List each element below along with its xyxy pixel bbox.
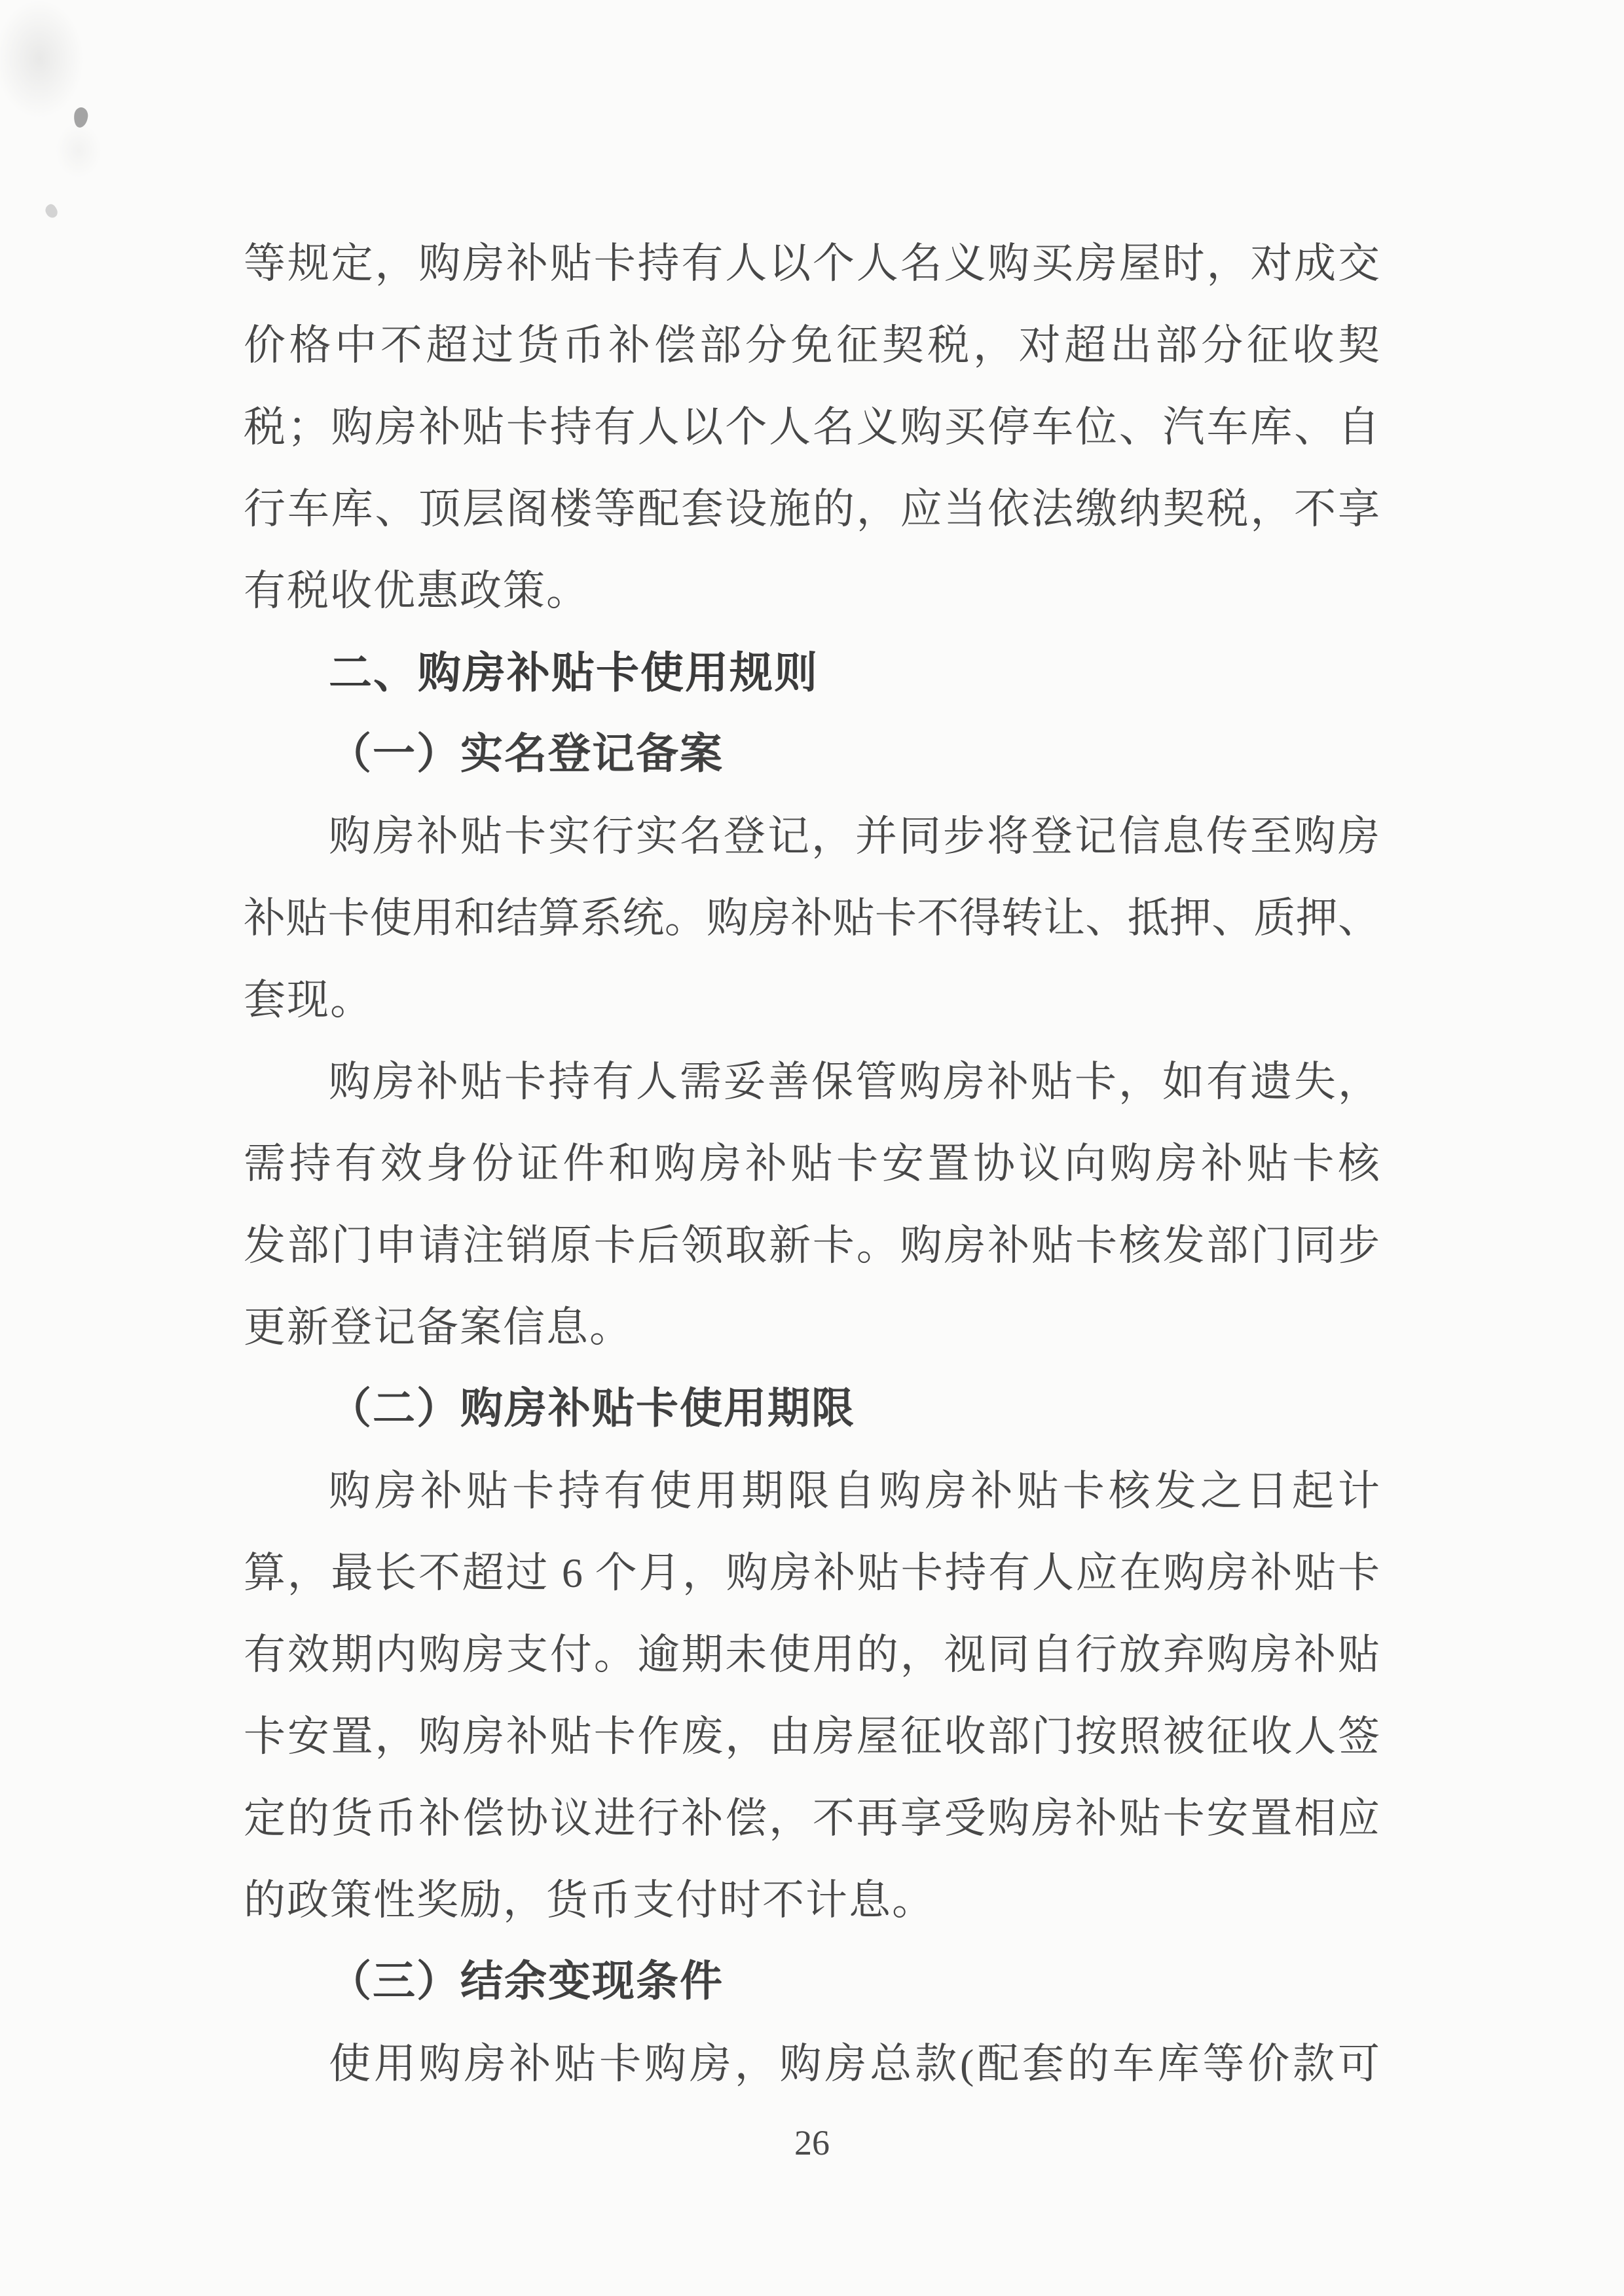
page-number: 26 bbox=[794, 2123, 830, 2162]
body-line: 有税收优惠政策。 bbox=[244, 568, 589, 614]
section-heading: 二、购房补贴卡使用规则 bbox=[329, 648, 819, 697]
body-line: 更新登记备案信息。 bbox=[244, 1304, 633, 1351]
document-body bbox=[244, 223, 1380, 2105]
subsection-heading: （三）结余变现条件 bbox=[329, 1958, 724, 2005]
body-line: 购房补贴卡持有使用期限自购房补贴卡核发之日起计 bbox=[329, 1468, 1380, 1514]
body-line: 价格中不超过货币补偿部分免征契税，对超出部分征收契 bbox=[244, 322, 1380, 369]
body-line: 补贴卡使用和结算系统。购房补贴卡不得转让、抵押、质押、 bbox=[244, 895, 1380, 941]
subsection-heading: （一）实名登记备案 bbox=[329, 731, 724, 778]
body-line: 行车库、顶层阁楼等配套设施的，应当依法缴纳契税，不享 bbox=[244, 486, 1380, 532]
subsection-heading: （二）购房补贴卡使用期限 bbox=[329, 1385, 856, 1432]
body-line: 需持有效身份证件和购房补贴卡安置协议向购房补贴卡核 bbox=[244, 1140, 1380, 1187]
body-line: 使用购房补贴卡购房，购房总款(配套的车库等价款可 bbox=[329, 2041, 1380, 2087]
body-line: 等规定，购房补贴卡持有人以个人名义购买房屋时，对成交 bbox=[244, 240, 1380, 287]
body-line: 套现。 bbox=[244, 977, 373, 1023]
body-line: 税；购房补贴卡持有人以个人名义购买停车位、汽车库、自 bbox=[244, 404, 1380, 450]
body-line: 定的货币补偿协议进行补偿，不再享受购房补贴卡安置相应 bbox=[244, 1795, 1380, 1842]
body-line: 的政策性奖励，货币支付时不计息。 bbox=[244, 1877, 935, 1923]
body-line: 有效期内购房支付。逾期未使用的，视同自行放弃购房补贴 bbox=[244, 1631, 1380, 1678]
body-line: 购房补贴卡实行实名登记，并同步将登记信息传至购房 bbox=[329, 813, 1380, 860]
body-line: 发部门申请注销原卡后领取新卡。购房补贴卡核发部门同步 bbox=[244, 1222, 1380, 1269]
ink-speck-artifact bbox=[43, 202, 59, 219]
body-line: 购房补贴卡持有人需妥善保管购房补贴卡，如有遗失， bbox=[329, 1059, 1380, 1105]
body-line: 算，最长不超过 6 个月，购房补贴卡持有人应在购房补贴卡 bbox=[244, 1550, 1380, 1596]
ink-blot-artifact bbox=[73, 107, 88, 128]
body-line: 卡安置，购房补贴卡作废，由房屋征收部门按照被征收人签 bbox=[244, 1713, 1380, 1760]
